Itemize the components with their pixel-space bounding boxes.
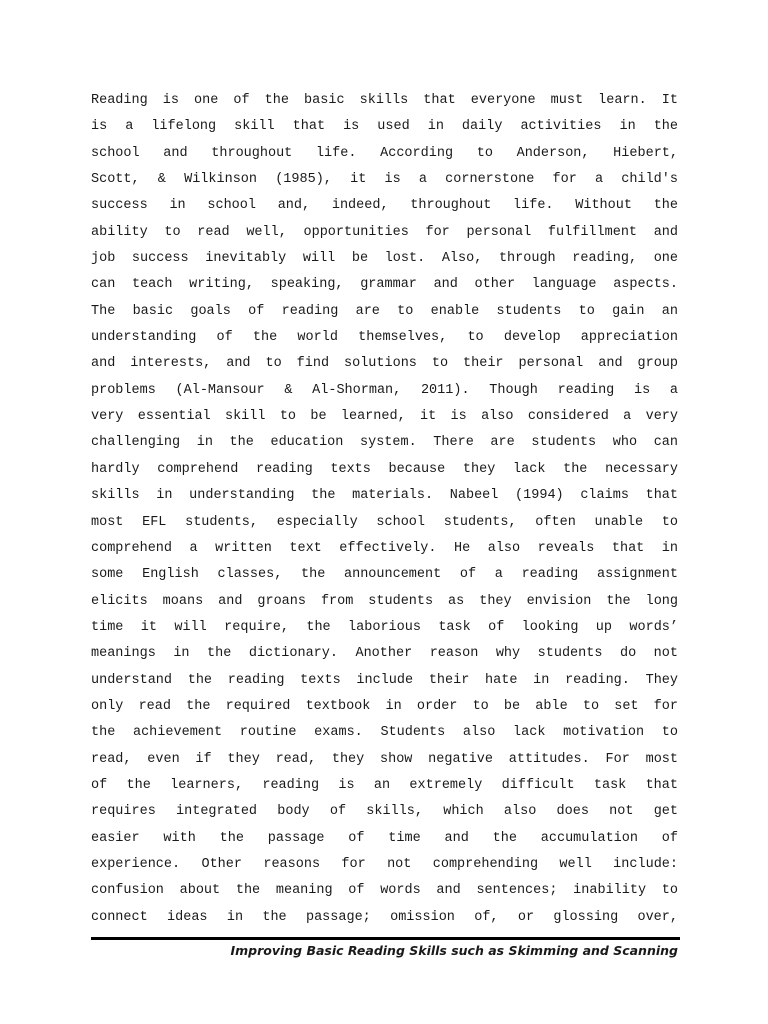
text-line: only read the required textbook in order to be able to set for xyxy=(91,698,678,714)
text-line: job success inevitably will be lost. Also, through reading, one xyxy=(91,251,678,267)
text-line: understanding of the world themselves, to develop appreciation xyxy=(91,330,678,346)
text-line: of the learners, reading is an extremely difficult task that xyxy=(91,777,678,793)
footer-title: Improving Basic Reading Skills such as Skimming and Scanning xyxy=(230,943,678,958)
text-line: skills in understanding the materials. Nabeel (1994) claims that xyxy=(91,488,678,504)
text-line: The basic goals of reading are to enable students to gain an xyxy=(91,303,678,319)
text-line: read, even if they read, they show negative attitudes. For most xyxy=(91,751,678,767)
text-line: success in school and, indeed, throughout life. Without the xyxy=(91,198,678,214)
text-line: some English classes, the announcement of a reading assignment xyxy=(91,567,678,583)
body-paragraph xyxy=(91,88,678,931)
text-line: requires integrated body of skills, which also does not get xyxy=(91,804,678,820)
text-line: meanings in the dictionary. Another reason why students do not xyxy=(91,646,678,662)
text-line: is a lifelong skill that is used in daily activities in the xyxy=(91,119,678,135)
text-line: time it will require, the laborious task of looking up words’ xyxy=(91,619,678,635)
text-line: understand the reading texts include their hate in reading. They xyxy=(91,672,678,688)
text-line: very essential skill to be learned, it is also considered a very xyxy=(91,409,678,425)
text-line: comprehend a written text effectively. He also reveals that in xyxy=(91,540,678,556)
text-line: problems (Al-Mansour & Al-Shorman, 2011). Though reading is a xyxy=(91,382,678,398)
footer-rule xyxy=(91,937,680,940)
text-line: Reading is one of the basic skills that everyone must learn. It xyxy=(91,93,678,108)
text-line: connect ideas in the passage; omission of, or glossing over, xyxy=(91,909,678,925)
text-line: the achievement routine exams. Students also lack motivation to xyxy=(91,725,678,741)
text-line: school and throughout life. According to Anderson, Hiebert, xyxy=(91,145,678,161)
text-line: and interests, and to find solutions to their personal and group xyxy=(91,356,678,372)
text-line: hardly comprehend reading texts because they lack the necessary xyxy=(91,461,678,477)
text-line: ability to read well, opportunities for personal fulfillment and xyxy=(91,224,678,240)
text-line: most EFL students, especially school students, often unable to xyxy=(91,514,678,530)
text-line: elicits moans and groans from students as they envision the long xyxy=(91,593,678,609)
text-line: Scott, & Wilkinson (1985), it is a cornerstone for a child's xyxy=(91,172,678,188)
text-line: experience. Other reasons for not comprehending well include: xyxy=(91,856,678,872)
text-line: challenging in the education system. There are students who can xyxy=(91,435,678,451)
text-line: can teach writing, speaking, grammar and other language aspects. xyxy=(91,277,678,293)
text-line: easier with the passage of time and the accumulation of xyxy=(91,830,678,846)
text-line: confusion about the meaning of words and sentences; inability to xyxy=(91,883,678,899)
